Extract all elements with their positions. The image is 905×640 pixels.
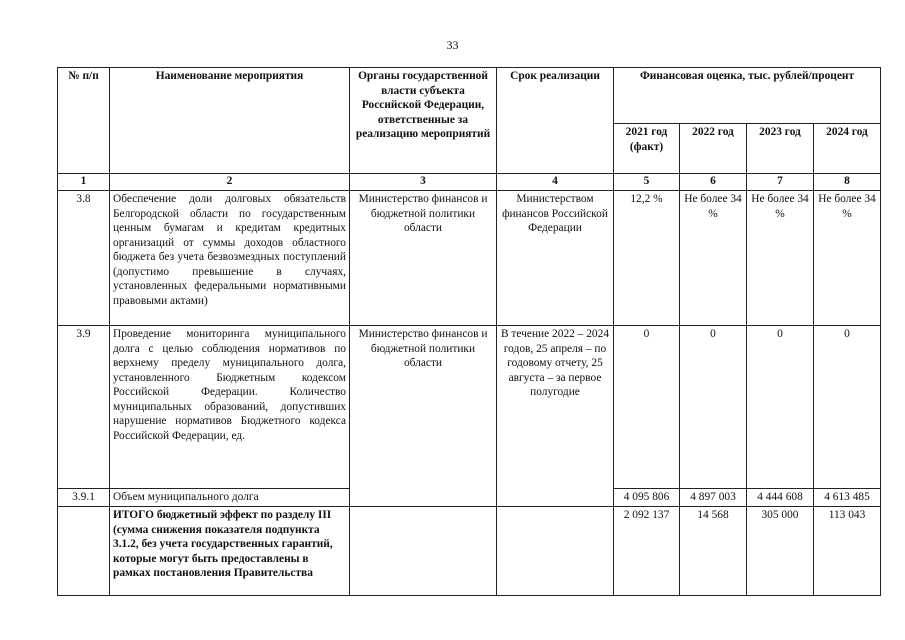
column-number: 6 [680, 174, 747, 191]
table-row [58, 326, 881, 489]
value-2024: Не более 34 % [814, 191, 881, 326]
measure-name: Объем муниципального долга [110, 489, 350, 507]
measures-table [57, 67, 881, 596]
value-2022: 14 568 [680, 507, 747, 596]
value-2022: Не более 34 % [680, 191, 747, 326]
header-name: Наименование мероприятия [110, 68, 350, 174]
value-2024: 4 613 485 [814, 489, 881, 507]
value-2023: 305 000 [747, 507, 814, 596]
column-number: 5 [614, 174, 680, 191]
header-term: Срок реализации [497, 68, 614, 174]
responsible-org: Министерство финансов и бюджетной политики области [350, 326, 497, 507]
column-number: 7 [747, 174, 814, 191]
value-2022: 4 897 003 [680, 489, 747, 507]
value-2023: 0 [747, 326, 814, 489]
row-number [58, 507, 110, 596]
value-2021: 4 095 806 [614, 489, 680, 507]
value-2021: 2 092 137 [614, 507, 680, 596]
column-number: 3 [350, 174, 497, 191]
measure-name: Обеспечение доли долговых обязательств Белгородской области по государственным ценным бумагам и кредитам кредитных организаций от суммы доходов областного бюджета без учета безвозмездных поступлений (допустимо превышение в случаях, установленных федеральными нормативными правовыми актами) [110, 191, 350, 326]
value-2021: 12,2 % [614, 191, 680, 326]
value-2022: 0 [680, 326, 747, 489]
implementation-term: Министерством финансов Российской Федерации [497, 191, 614, 326]
column-number: 8 [814, 174, 881, 191]
responsible-org [350, 507, 497, 596]
responsible-org: Министерство финансов и бюджетной политики области [350, 191, 497, 326]
column-number: 2 [110, 174, 350, 191]
value-2023: 4 444 608 [747, 489, 814, 507]
table-row-total [58, 507, 881, 596]
value-2023: Не более 34 % [747, 191, 814, 326]
row-number: 3.8 [58, 191, 110, 326]
header-row-1 [58, 68, 881, 124]
implementation-term: В течение 2022 – 2024 годов, 25 апреля – по годовому отчету, 25 августа – за первое полугодие [497, 326, 614, 507]
header-fin: Финансовая оценка, тыс. рублей/процент [614, 68, 881, 124]
value-2024: 113 043 [814, 507, 881, 596]
row-number: 3.9.1 [58, 489, 110, 507]
column-numbers-row [58, 174, 881, 191]
header-year-2023: 2023 год [747, 124, 814, 174]
measure-name: ИТОГО бюджетный эффект по разделу III (сумма снижения показателя подпункта 3.1.2, без учета государственных гарантий, которые могут быть предоставлены в рамках постановления Правительства [110, 507, 350, 596]
column-number: 1 [58, 174, 110, 191]
row-number: 3.9 [58, 326, 110, 489]
header-year-2021: 2021 год (факт) [614, 124, 680, 174]
column-number: 4 [497, 174, 614, 191]
value-2021: 0 [614, 326, 680, 489]
header-year-2022: 2022 год [680, 124, 747, 174]
header-year-2024: 2024 год [814, 124, 881, 174]
measure-name: Проведение мониторинга муниципального долга с целью соблюдения нормативов по верхнему пределу муниципального долга, установленного Бюджетным кодексом Российской Федерации. Количество муниципальных образований, допустивших нарушение нормативов Бюджетного кодекса Российской Федерации, ед. [110, 326, 350, 489]
value-2024: 0 [814, 326, 881, 489]
page-number: 33 [446, 38, 459, 52]
implementation-term [497, 507, 614, 596]
table-row [58, 191, 881, 326]
header-num: № п/п [58, 68, 110, 174]
header-org: Органы государственной власти субъекта Российской Федерации, ответственные за реализацию мероприятий [350, 68, 497, 174]
